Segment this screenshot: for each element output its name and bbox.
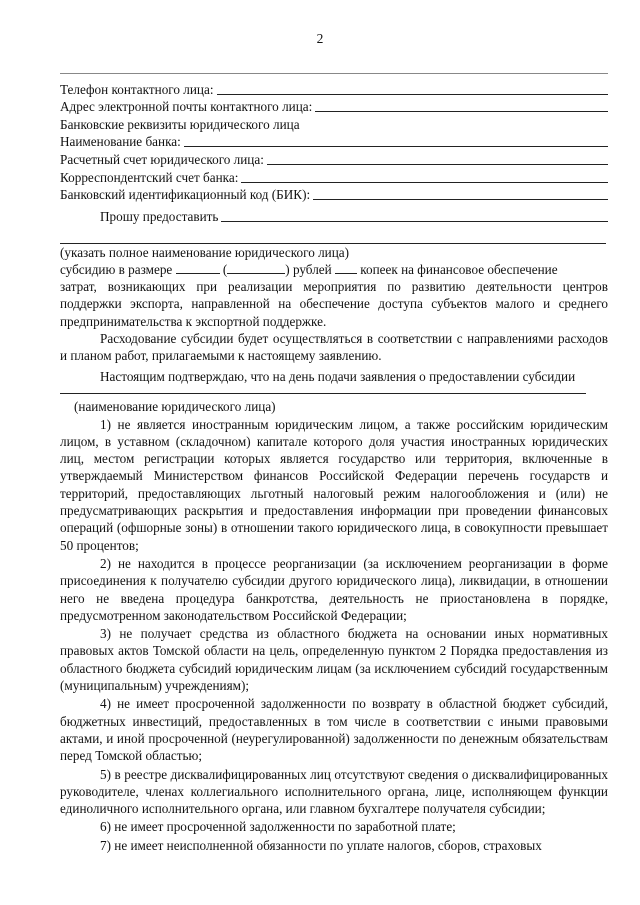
field-label: Расчетный счет юридического лица: xyxy=(60,151,264,167)
request-lead: Прошу предоставить xyxy=(100,208,219,224)
fill-in-line xyxy=(267,163,608,165)
fill-in-line xyxy=(184,145,608,147)
field-label: Банковский идентификационный код (БИК): xyxy=(60,187,311,203)
spending-statement: Расходование субсидии будет осуществляться в соответствии с направлениями расходов и планом работ, прилагаемыми к настоящему заявлению. xyxy=(60,331,608,364)
page-number: 2 xyxy=(316,31,324,46)
field-label: Адрес электронной почты контактного лица: xyxy=(60,99,313,115)
field-label: Телефон контактного лица: xyxy=(60,81,214,97)
contact-details-section xyxy=(60,80,608,203)
subsidy-text: ( xyxy=(222,261,228,277)
organization-name-caption: (наименование юридического лица) xyxy=(74,399,276,415)
confirmation-section xyxy=(60,368,608,854)
field-label: Наименование банка: xyxy=(60,134,181,150)
condition-item: 7) не имеет неисполненной обязанности по уплате налогов, сборов, страховых xyxy=(100,837,542,853)
settlement-account-field[interactable] xyxy=(60,150,608,168)
bank-name-field[interactable] xyxy=(60,133,608,151)
correspondent-account-field[interactable] xyxy=(60,168,608,186)
field-label: Банковские реквизиты юридического лица xyxy=(60,116,300,132)
amount-blank[interactable] xyxy=(176,262,220,274)
condition-item: 3) не получает средства из областного бюджета на основании иных нормативных правовых актов Томской области на цель, определенную пунктом 2 Порядка предоставления из областного бюджета субсидий юридическим лицам (за исключением субсидий государственным (муниципальным) учреждениям); xyxy=(60,626,608,694)
kopecks-blank[interactable] xyxy=(335,262,357,274)
header-divider xyxy=(60,73,608,74)
contact-phone-field[interactable] xyxy=(60,80,608,98)
fill-in-line xyxy=(217,93,609,95)
subsidy-request-section xyxy=(60,207,608,365)
subsidy-text: субсидию в размере xyxy=(60,261,173,277)
organization-name-caption: (указать полное наименование юридического лица) xyxy=(60,244,350,260)
organization-name-line[interactable] xyxy=(60,225,606,244)
field-label: Корреспондентский счет банка: xyxy=(60,169,239,185)
contact-email-field[interactable] xyxy=(60,98,608,116)
bik-field[interactable] xyxy=(60,186,608,204)
condition-item: 1) не является иностранным юридическим лицом, а также российским юридическим лицом, в уставном (складочном) капитале которого доля участия иностранных юридических лиц, местом регистрации которых является государство или территория, включенные в утверждаемый Министерством финансов Российской Федерации перечень государств и территорий, предоставляющих льготный налоговый режим налогообложения и (или) не предусматривающих раскрытия и предоставления информации при проведении финансовых операций (офшорные зоны) в отношении такого юридического лица, в совокупности превышает 50 процентов; xyxy=(60,416,608,553)
subsidy-text: ) рублей xyxy=(285,261,332,277)
subsidy-amount-line xyxy=(60,261,608,278)
fill-in-line xyxy=(315,110,608,112)
confirmation-lead: Настоящим подтверждаю, что на день подачи заявления о предоставлении субсидии xyxy=(100,369,576,384)
subsidy-purpose-text: затрат, возникающих при реализации мероприятия по развитию деятельности центров поддержки экспорта, направленной на обеспечение доступа субъектов малого и среднего предпринимательства к экспортной поддержке. xyxy=(60,279,608,329)
organization-name-line[interactable] xyxy=(60,385,586,394)
condition-item: 6) не имеет просроченной задолженности по заработной плате; xyxy=(100,819,456,835)
amount-words-blank[interactable] xyxy=(227,262,285,274)
condition-item: 4) не имеет просроченной задолженности по возврату в областной бюджет субсидий, бюджетных инвестиций, предоставленных в том числе в соответствии с иными правовыми актами, и иной просроченной (неурегулированной) задолженности по денежным обязательствам перед Томской областью; xyxy=(60,696,608,764)
fill-in-line xyxy=(241,181,608,183)
subsidy-text: копеек на финансовое обеспечение xyxy=(360,261,558,277)
request-organization-field[interactable] xyxy=(60,207,608,225)
bank-details-heading xyxy=(60,115,608,133)
condition-item: 2) не находится в процессе реорганизации (за исключением реорганизации в форме присоединения к получателю субсидии другого юридического лица), ликвидации, в отношении него не введена процедура банкротства, деятельность не приостановлена в порядке, предусмотренном законодательством Российской Федерации; xyxy=(60,555,608,623)
fill-in-line xyxy=(221,220,608,222)
fill-in-line xyxy=(313,198,608,200)
condition-item: 5) в реестре дисквалифицированных лиц отсутствуют сведения о дисквалифицированных руководителе, членах коллегиального исполнительного органа, лице, исполняющем функции единоличного исполнительного органа, или главном бухгалтере получателя субсидии; xyxy=(60,766,608,817)
